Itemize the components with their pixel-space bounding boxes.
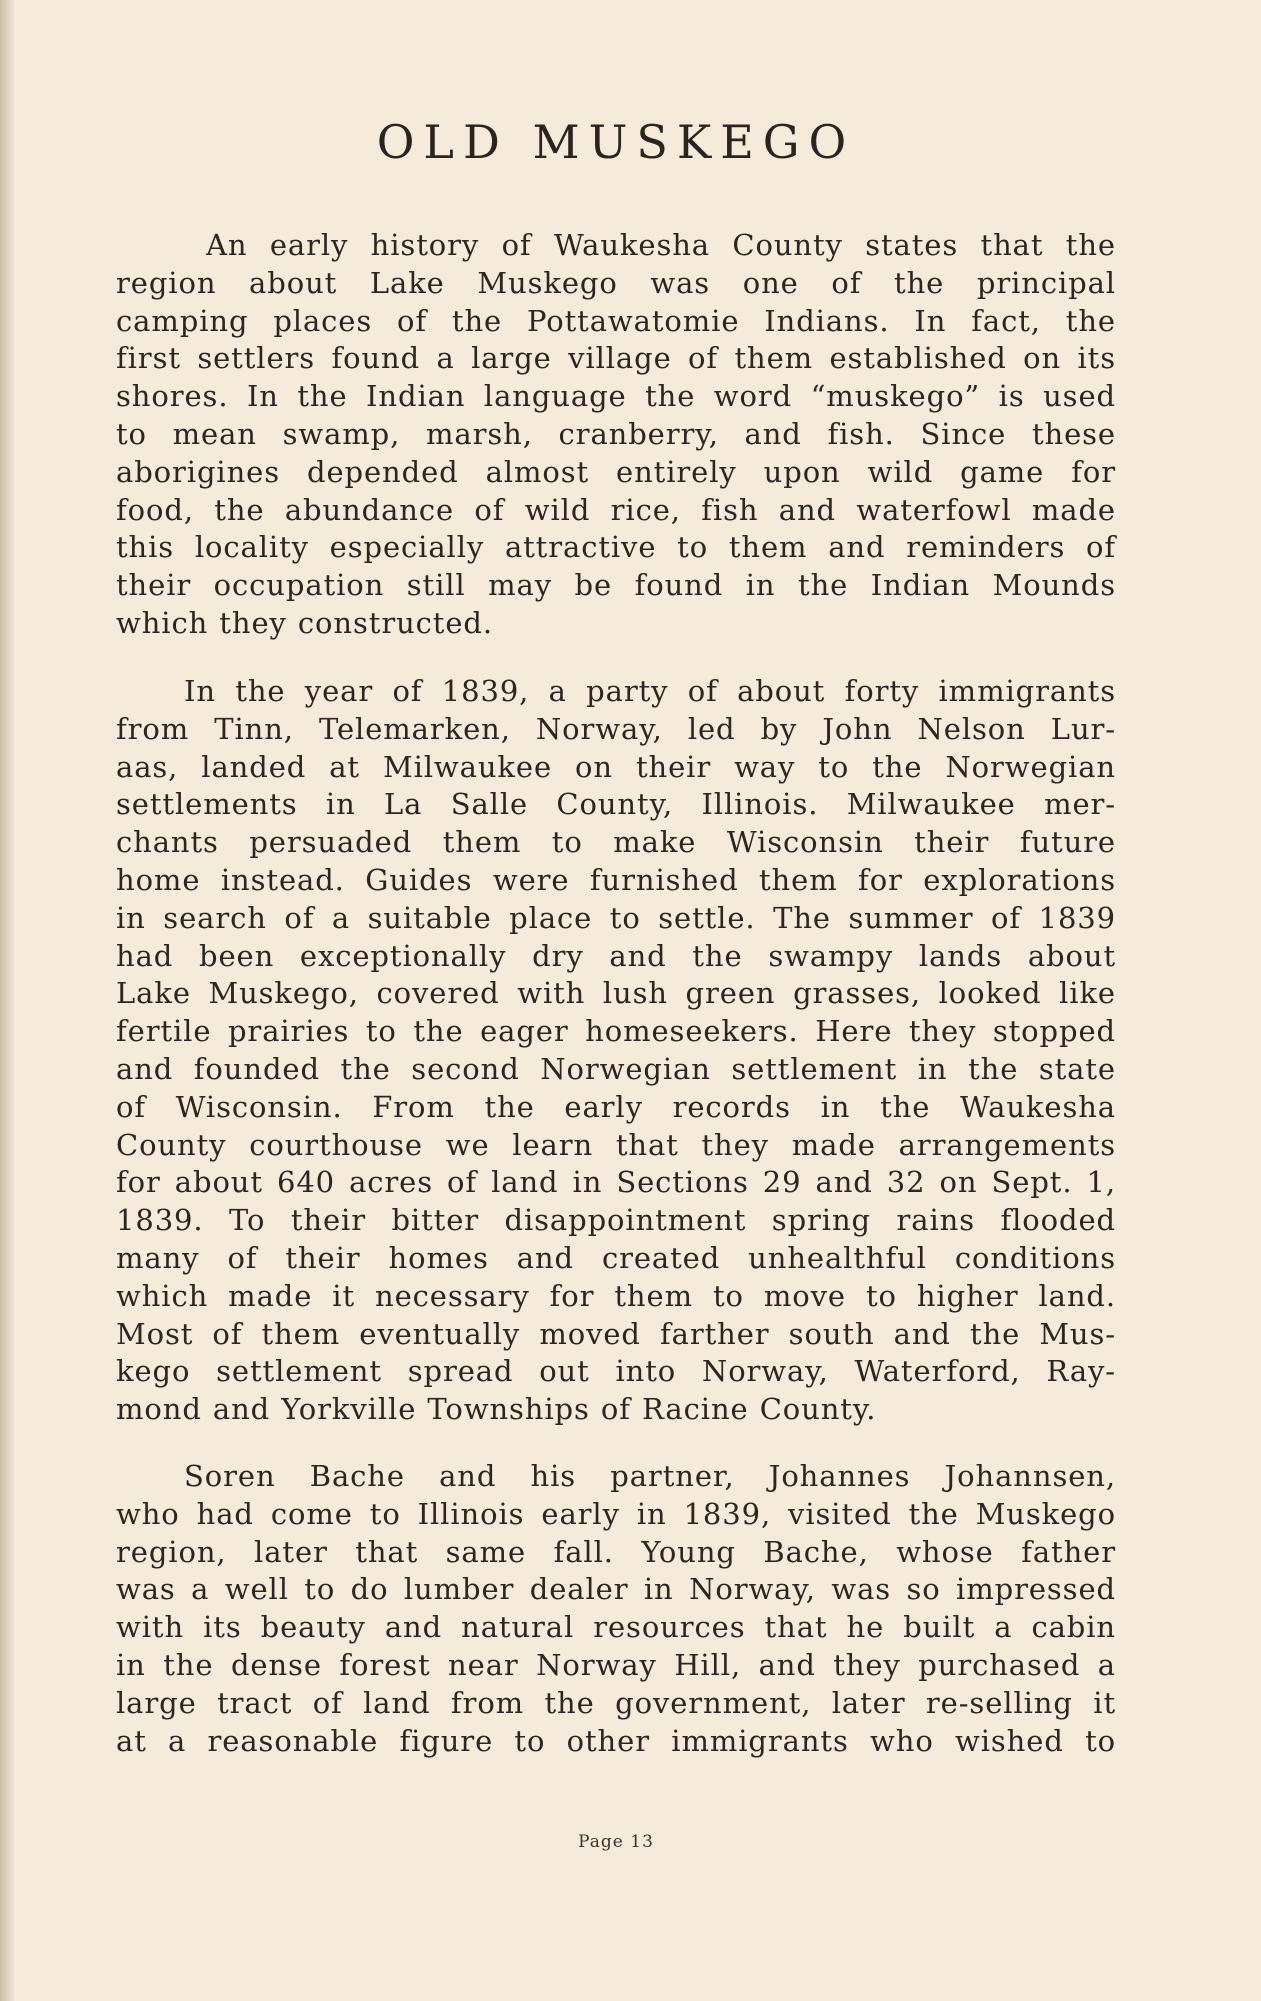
text-line: in the dense forest near Norway Hill, and they purchased a	[116, 1647, 1116, 1682]
book-spine-shadow	[0, 0, 14, 2001]
page-title: OLD MUSKEGO	[376, 115, 856, 169]
text-line: of Wisconsin. From the early records in the Waukesha	[116, 1089, 1116, 1124]
text-line: In the year of 1839, a party of about forty immigrants	[184, 674, 1116, 708]
text-line: and founded the second Norwegian settlement in the state	[116, 1051, 1116, 1086]
text-line: had been exceptionally dry and the swampy lands about	[116, 938, 1116, 973]
paragraph-2	[116, 673, 1116, 1429]
text-line: region, later that same fall. Young Bache, whose father	[116, 1534, 1116, 1569]
text-line: this locality especially attractive to them and reminders of	[116, 530, 1116, 565]
text-line: Lake Muskego, covered with lush green grasses, looked like	[116, 976, 1116, 1011]
text-line: settlements in La Salle County, Illinois. Milwaukee mer-	[116, 787, 1116, 822]
paragraph-3	[116, 1458, 1116, 1760]
text-line: in search of a suitable place to settle. The summer of 1839	[116, 900, 1116, 935]
paragraph-1	[116, 227, 1116, 643]
document-page	[116, 0, 1116, 2001]
text-line: which made it necessary for them to move to higher land.	[116, 1278, 1116, 1313]
text-line: their occupation still may be found in the Indian Mounds	[116, 568, 1116, 603]
text-line: shores. In the Indian language the word “muskego” is used	[116, 379, 1116, 414]
text-line: many of their homes and created unhealthful conditions	[116, 1240, 1116, 1275]
text-line: who had come to Illinois early in 1839, visited the Muskego	[116, 1496, 1116, 1531]
text-line: aas, landed at Milwaukee on their way to the Norwegian	[116, 749, 1116, 784]
text-line: first settlers found a large village of them established on its	[116, 341, 1116, 376]
text-line: was a well to do lumber dealer in Norway, was so impressed	[116, 1572, 1116, 1607]
text-line: at a reasonable figure to other immigrants who wished to	[116, 1723, 1116, 1758]
text-line: 1839. To their bitter disappointment spring rains flooded	[116, 1203, 1116, 1238]
text-line: which they constructed.	[116, 605, 494, 640]
text-line: camping places of the Pottawatomie Indians. In fact, the	[116, 303, 1116, 338]
text-line: fertile prairies to the eager homeseekers. Here they stopped	[116, 1014, 1116, 1049]
text-line: kego settlement spread out into Norway, Waterford, Ray-	[116, 1354, 1116, 1389]
page-number: Page 13	[578, 1832, 654, 1852]
text-line: An early history of Waukesha County states that the	[206, 228, 1116, 262]
text-line: region about Lake Muskego was one of the principal	[116, 265, 1116, 300]
text-line: Most of them eventually moved farther south and the Mus-	[116, 1316, 1116, 1351]
text-line: Soren Bache and his partner, Johannes Johannsen,	[184, 1459, 1116, 1493]
text-line: with its beauty and natural resources that he built a cabin	[116, 1610, 1116, 1645]
text-line: chants persuaded them to make Wisconsin their future	[116, 825, 1116, 860]
text-line: food, the abundance of wild rice, fish and waterfowl made	[116, 492, 1116, 527]
text-line: for about 640 acres of land in Sections 29 and 32 on Sept. 1,	[116, 1165, 1116, 1200]
text-line: aborigines depended almost entirely upon wild game for	[116, 454, 1116, 489]
text-line: to mean swamp, marsh, cranberry, and fish. Since these	[116, 416, 1116, 451]
text-line: from Tinn, Telemarken, Norway, led by John Nelson Lur-	[116, 711, 1116, 746]
text-line: mond and Yorkville Townships of Racine County.	[116, 1392, 877, 1427]
text-line: home instead. Guides were furnished them for explorations	[116, 862, 1116, 897]
text-line: County courthouse we learn that they made arrangements	[116, 1127, 1116, 1162]
text-line: large tract of land from the government, later re-selling it	[116, 1685, 1116, 1720]
